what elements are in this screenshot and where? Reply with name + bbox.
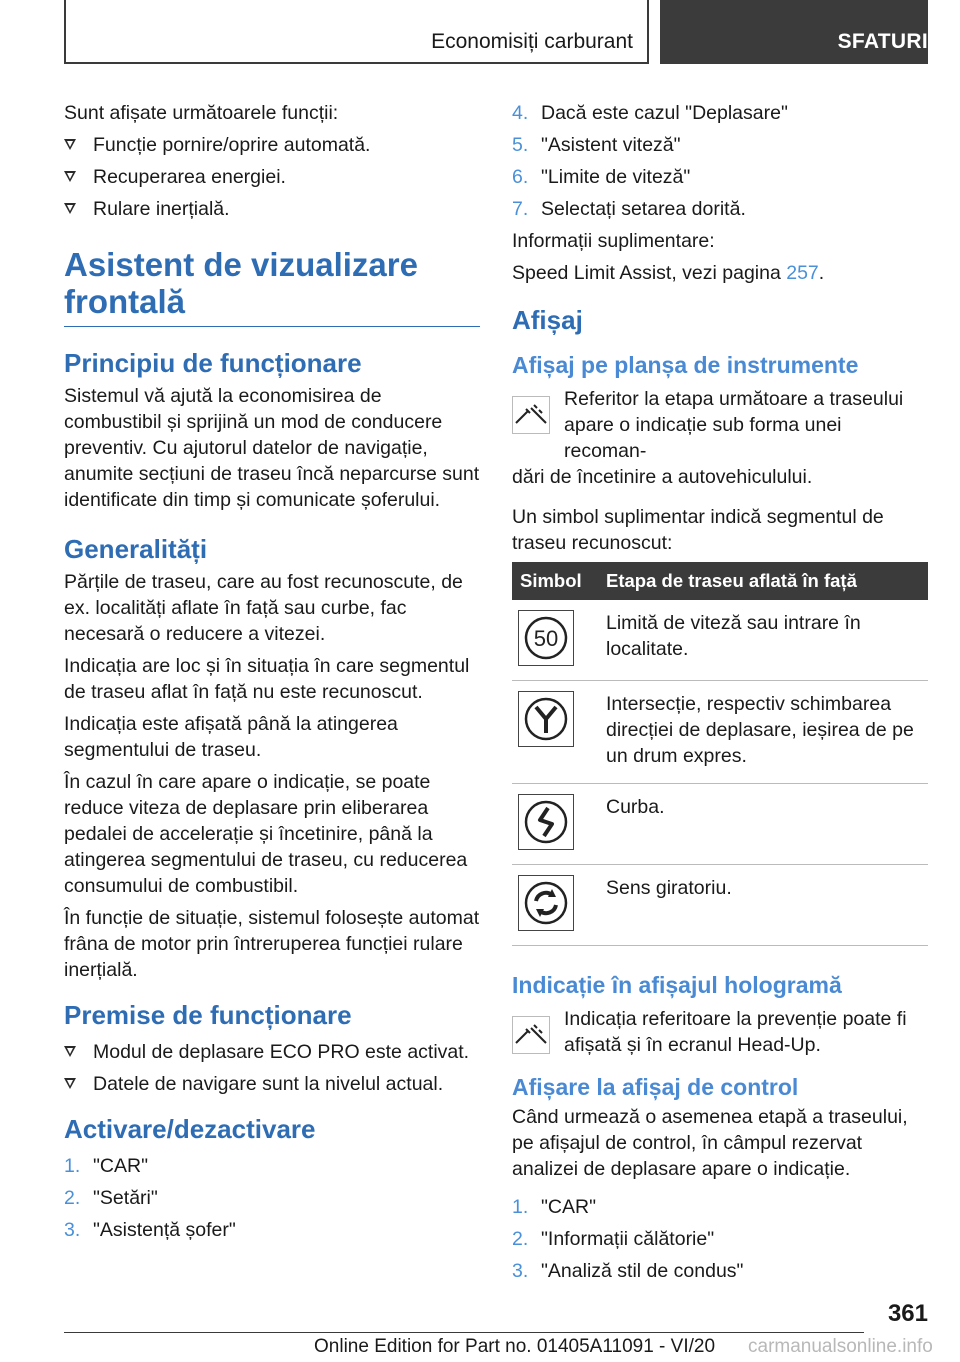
symbol-intro: Un simbol suplimentar indică segmentul de traseu recunoscut:: [512, 506, 884, 554]
hint-icon: [512, 396, 550, 434]
list-item: 3. "Asistență șofer": [64, 1219, 236, 1241]
generalitati-p5: În funcție de situație, sistemul folosește automat frâna de motor prin întreruperea funcției rulare inerțială.: [64, 907, 480, 981]
table-cell-text: Intersecție, respectiv schimbarea direcției de deplasare, ieșirea de pe un drum expres.: [598, 681, 928, 784]
roundabout-icon: [518, 875, 574, 931]
premise-heading: Premise de funcționare: [64, 1000, 352, 1030]
header-section-title: Economisiți carburant: [431, 30, 633, 53]
table-row: [512, 784, 928, 865]
footer-divider: [64, 1332, 864, 1333]
generalitati-heading: Generalități: [64, 534, 208, 564]
table-row: [512, 865, 928, 946]
page-link[interactable]: 257: [786, 262, 819, 284]
table-header-simbol: Simbol: [512, 562, 598, 600]
plansa-note: Referitor la etapa următoare a traseului apare o indicație sub forma unei recoman- dări de încetinire a autovehiculului.: [512, 388, 904, 488]
list-item: 4. Dacă este cazul "Deplasare": [512, 102, 788, 124]
afisaj-heading: Afișaj: [512, 305, 583, 335]
edition-text: Online Edition for Part no. 01405A11091 - VI/20: [314, 1336, 716, 1357]
list-item: 6. "Limite de viteză": [512, 166, 691, 188]
holo-heading: Indicație în afișajul hologramă: [512, 972, 842, 998]
principiu-heading: Principiu de funcționare: [64, 348, 362, 378]
list-item: 2. "Setări": [64, 1187, 158, 1209]
info-text: Speed Limit Assist, vezi pagina 257.: [512, 262, 825, 284]
control-text: Când urmează o asemenea etapă a traseului, pe afișajul de control, în câmpul rezervat analizei de deplasare apare o indicație.: [512, 1106, 908, 1180]
triangle-bullet-icon: [64, 139, 76, 150]
list-item: Modul de deplasare ECO PRO este activat.: [64, 1039, 480, 1065]
list-item: 1. "CAR": [64, 1155, 149, 1177]
list-item: 7. Selectați setarea dorită.: [512, 198, 746, 220]
principiu-text: Sistemul vă ajută la economisirea de combustibil și sprijină un mod de conducere preventiv. Cu ajutorul datelor de navigație, anumite secțiuni de traseu încă neparcurse sunt identificate din timp și comunicate șoferului.: [64, 385, 480, 511]
generalitati-p2: Indicația are loc și în situația în care segmentul de traseu aflat în față nu este recunoscut.: [64, 655, 470, 703]
symbol-table: [512, 562, 928, 946]
header-chapter-title: SFATURI: [837, 30, 928, 53]
control-steps: [512, 1194, 928, 1284]
svg-text:50: 50: [533, 626, 559, 651]
list-item: Recuperarea energiei.: [64, 164, 480, 190]
activare-heading: Activare/dezactivare: [64, 1114, 316, 1144]
generalitati-p4: În cazul în care apare o indicație, se poate reduce viteza de deplasare prin eliberarea pedalei de accelerație și încetinire, până la atingerea segmentului de traseu, cu reducerea consumului de combustibil.: [64, 771, 468, 897]
activare-steps-continued: [512, 100, 928, 222]
generalitati-p3: Indicația este afișată până la atingerea segmentului de traseu.: [64, 713, 398, 761]
generalitati-p1: Părțile de traseu, care au fost recunoscute, de ex. localități aflate în față sau curbe, fac necesară o reducere a vitezei.: [64, 571, 463, 645]
premise-bullet-list: [64, 1039, 480, 1097]
table-cell-text: Curba.: [598, 784, 928, 865]
watermark-text: carmanualsonline.info: [748, 1336, 933, 1357]
triangle-bullet-icon: [64, 203, 76, 214]
list-item: 3. "Analiză stil de condus": [512, 1260, 744, 1282]
info-label: Informații suplimentare:: [512, 230, 715, 252]
intersection-icon: [518, 691, 574, 747]
table-row: [512, 681, 928, 784]
table-header-row: [512, 562, 928, 600]
list-item: 1. "CAR": [512, 1196, 597, 1218]
left-column: [64, 100, 480, 1249]
list-item: Datele de navigare sunt la nivelul actual.: [64, 1071, 480, 1097]
main-heading: Asistent de vizualizare frontală: [64, 246, 480, 327]
triangle-bullet-icon: [64, 171, 76, 182]
plansa-heading: Afișaj pe planșa de instrumente: [512, 352, 859, 378]
header-chapter-box: [660, 0, 928, 64]
control-heading: Afișare la afișaj de control: [512, 1074, 799, 1100]
list-item: Rulare inerțială.: [64, 196, 480, 222]
speed-limit-50-icon: [518, 610, 574, 666]
hint-icon: [512, 1016, 550, 1054]
right-column: [512, 100, 928, 1290]
list-item: 2. "Informații călătorie": [512, 1228, 715, 1250]
list-item: 5. "Asistent viteză": [512, 134, 681, 156]
table-row: [512, 600, 928, 681]
intro-bullet-list: [64, 132, 480, 222]
list-item: Funcție pornire/oprire automată.: [64, 132, 480, 158]
table-header-etapa: Etapa de traseu aflată în față: [598, 562, 928, 600]
intro-text: Sunt afișate următoarele funcții:: [64, 102, 339, 124]
curve-icon: [518, 794, 574, 850]
table-cell-text: Limită de viteză sau intrare în localitate.: [598, 600, 928, 681]
header-section-box: [64, 0, 649, 64]
holo-note: Indicația referitoare la prevenție poate fi afișată și în ecranul Head-Up.: [512, 1006, 928, 1058]
table-cell-text: Sens giratoriu.: [598, 865, 928, 946]
triangle-bullet-icon: [64, 1046, 76, 1057]
activare-steps: [64, 1153, 480, 1243]
triangle-bullet-icon: [64, 1078, 76, 1089]
page-header: [64, 0, 928, 64]
page-number: 361: [887, 1300, 928, 1327]
